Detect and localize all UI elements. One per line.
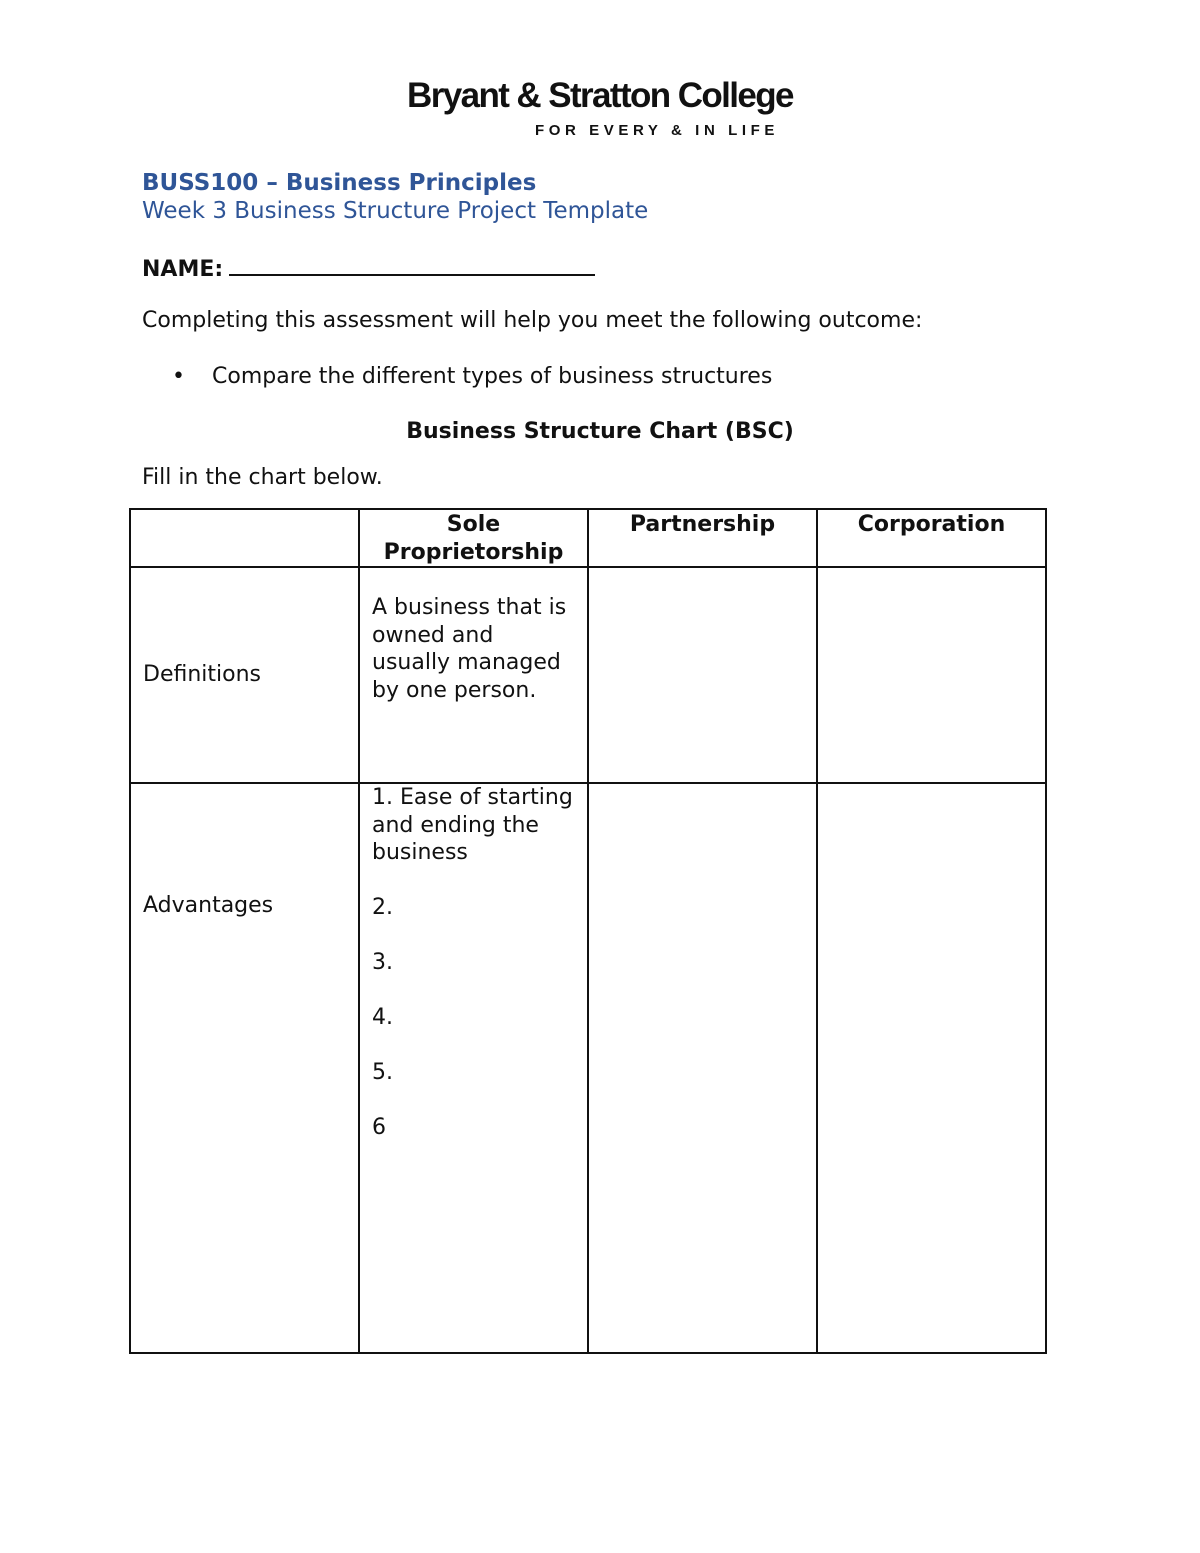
table-row-definitions [130, 567, 1046, 783]
name-label: NAME: [142, 257, 224, 282]
advantage-item: 2. [372, 895, 393, 920]
row-label-definitions: Definitions [130, 567, 359, 783]
name-field [142, 252, 595, 284]
name-input-line[interactable] [229, 252, 595, 276]
business-structure-table [129, 508, 1047, 1354]
cell-definition-corporation[interactable] [817, 567, 1046, 783]
advantage-item: 4. [372, 1005, 393, 1030]
header-cell-partnership: Partnership [588, 509, 817, 567]
college-tagline: FOR EVERY & IN LIFE [534, 122, 780, 139]
row-label-advantages: Advantages [130, 783, 359, 1353]
course-subtitle: Week 3 Business Structure Project Template [142, 198, 649, 224]
intro-text: Completing this assessment will help you meet the following outcome: [142, 308, 923, 333]
cell-advantages-sole-proprietorship[interactable] [359, 783, 588, 1353]
header-cell-corporation: Corporation [817, 509, 1046, 567]
advantage-item: 1. Ease of starting and ending the business [372, 785, 573, 865]
college-name: Bryant & Stratton College [407, 76, 793, 115]
cell-advantages-partnership[interactable] [588, 783, 817, 1353]
header-cell-sole-proprietorship: Sole Proprietorship [359, 509, 588, 567]
cell-definition-sole-proprietorship[interactable]: A business that is owned and usually managed by one person. [359, 567, 588, 783]
course-title: BUSS100 – Business Principles [142, 170, 537, 196]
chart-title: Business Structure Chart (BSC) [406, 419, 794, 444]
college-logo [0, 76, 1200, 140]
table-header-row [130, 509, 1046, 567]
outcome-list-item [172, 363, 772, 391]
advantage-item: 5. [372, 1060, 393, 1085]
bullet-icon: • [172, 364, 185, 389]
advantage-item: 6 [372, 1115, 386, 1140]
header-cell-empty [130, 509, 359, 567]
outcome-text: Compare the different types of business structures [212, 364, 773, 389]
cell-advantages-corporation[interactable] [817, 783, 1046, 1353]
table-row-advantages [130, 783, 1046, 1353]
cell-definition-partnership[interactable] [588, 567, 817, 783]
chart-instruction: Fill in the chart below. [142, 465, 383, 490]
advantage-item: 3. [372, 950, 393, 975]
